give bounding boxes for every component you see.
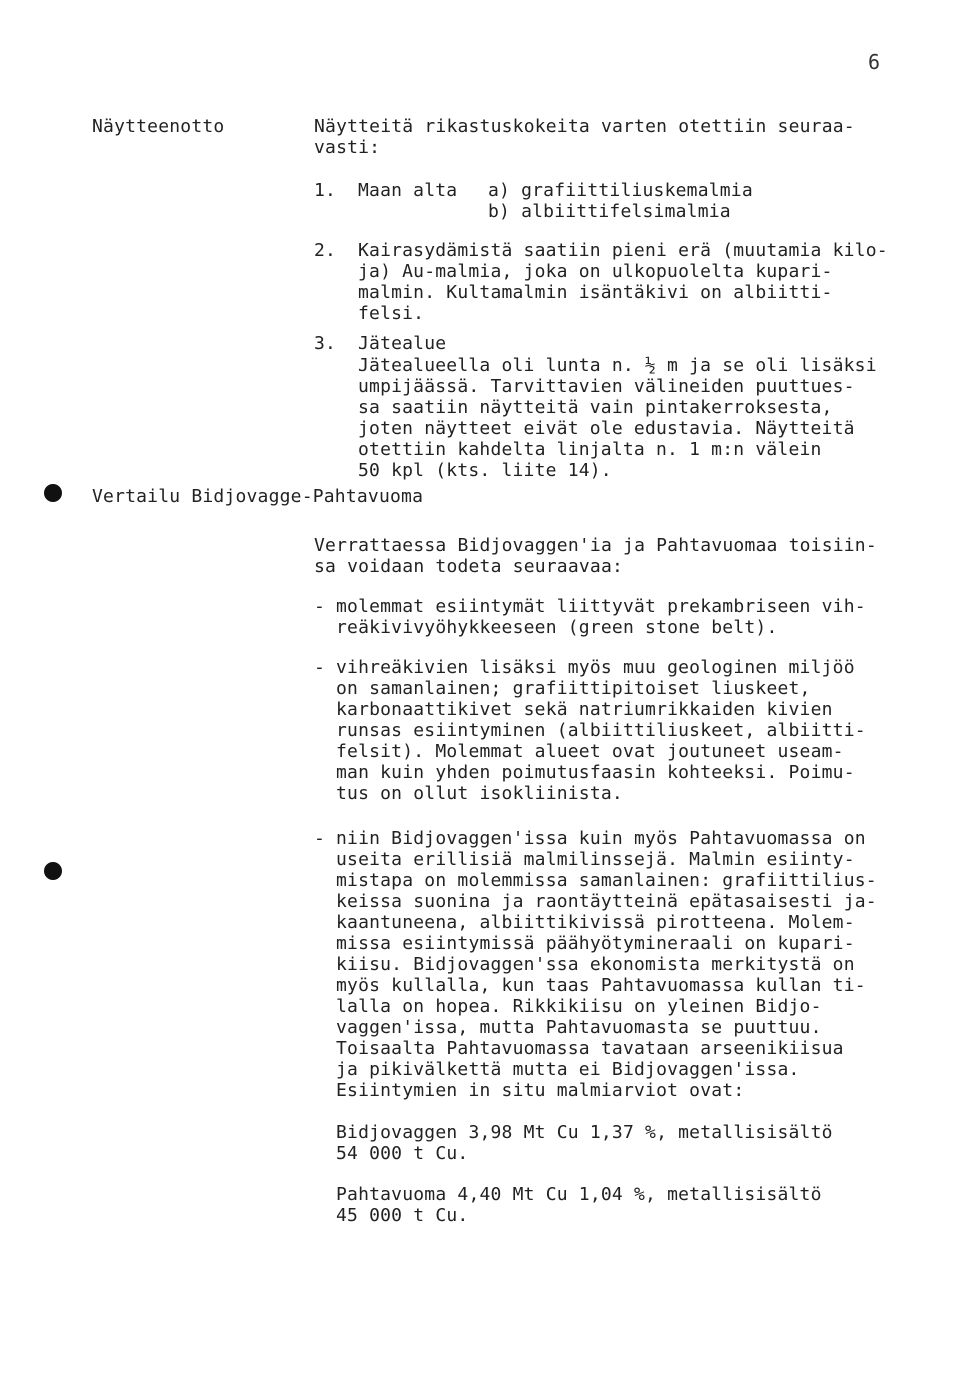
bullet-line: reäkivivyöhykkeeseen (green stone belt).	[336, 617, 778, 638]
estimate-line: Bidjovaggen 3,98 Mt Cu 1,37 %, metallisisältö	[336, 1122, 833, 1143]
item-number: 1.	[314, 180, 337, 201]
item2-line: Kairasydämistä saatiin pieni erä (muutamia kilo-	[358, 240, 888, 261]
punch-hole	[44, 484, 62, 502]
item1-label: Maan alta	[358, 180, 458, 201]
item2-line: malmin. Kultamalmin isäntäkivi on albiitti-	[358, 282, 833, 303]
bullet-line: karbonaattikivet sekä natriumrikkaiden kivien	[336, 699, 833, 720]
bullet-line: runsas esiintyminen (albiittiliuskeet, albiitti-	[336, 720, 866, 741]
bullet-line: on samanlainen; grafiittipitoiset liuskeet,	[336, 678, 811, 699]
bullet-marker: -	[314, 828, 326, 849]
bullet-line: felsit). Molemmat alueet ovat joutuneet useam-	[336, 741, 844, 762]
bullet-line: myös kullalla, kun taas Pahtavuomassa kullan ti-	[336, 975, 866, 996]
bullet-line: vihreäkivien lisäksi myös muu geologinen miljöö	[336, 657, 855, 678]
item3-line: 50 kpl (kts. liite 14).	[358, 460, 612, 481]
bullet-line: kiisu. Bidjovaggen'ssa ekonomista merkitystä on	[336, 954, 855, 975]
bullet-line: molemmat esiintymät liittyvät prekambriseen vih-	[336, 596, 866, 617]
item3-line: joten näytteet eivät ole edustavia. Näytteitä	[358, 418, 855, 439]
side-heading-sampling: Näytteenotto	[92, 116, 225, 137]
bullet-line: kaantuneena, albiittikivissä pirotteena. Molem-	[336, 912, 855, 933]
punch-hole	[44, 862, 62, 880]
page-number: 6	[868, 50, 881, 74]
bullet-line: mistapa on molemmissa samanlainen: grafiittilius-	[336, 870, 877, 891]
comparison-intro-line: Verrattaessa Bidjovaggen'ia ja Pahtavuomaa toisiin-	[314, 535, 877, 556]
bullet-marker: -	[314, 657, 326, 678]
item2-line: felsi.	[358, 303, 425, 324]
bullet-line: useita erillisiä malmilinssejä. Malmin esiinty-	[336, 849, 855, 870]
sampling-intro-line: Näytteitä rikastuskokeita varten otettiin seuraa-	[314, 116, 855, 137]
bullet-line: Esiintymien in situ malmiarviot ovat:	[336, 1080, 745, 1101]
bullet-line: niin Bidjovaggen'issa kuin myös Pahtavuomassa on	[336, 828, 866, 849]
bullet-line: vaggen'issa, mutta Pahtavuomasta se puuttuu.	[336, 1017, 822, 1038]
item3-line: umpijäässä. Tarvittavien välineiden puuttues-	[358, 376, 855, 397]
bullet-line: Toisaalta Pahtavuomassa tavataan arseenikiisua	[336, 1038, 844, 1059]
sampling-intro-line: vasti:	[314, 137, 381, 158]
item-number: 2.	[314, 240, 337, 261]
bullet-line: missa esiintymissä päähyötymineraali on kupari-	[336, 933, 855, 954]
bullet-line: keissa suonina ja raontäytteinä epätasaisesti ja-	[336, 891, 877, 912]
side-heading-comparison: Vertailu Bidjovagge-Pahtavuoma	[92, 486, 424, 507]
bullet-line: ja pikivälkettä mutta ei Bidjovaggen'issa.	[336, 1059, 800, 1080]
item3-line: Jätealueella oli lunta n. ½ m ja se oli lisäksi	[358, 355, 877, 376]
item-number: 3.	[314, 333, 337, 354]
estimate-line: 45 000 t Cu.	[336, 1205, 469, 1226]
bullet-line: lalla on hopea. Rikkikiisu on yleinen Bidjo-	[336, 996, 822, 1017]
bullet-marker: -	[314, 596, 326, 617]
estimate-line: Pahtavuoma 4,40 Mt Cu 1,04 %, metallisisältö	[336, 1184, 822, 1205]
bullet-line: man kuin yhden poimutusfaasin kohteeksi. Poimu-	[336, 762, 855, 783]
item1-sub-a: a) grafiittiliuskemalmia	[488, 180, 753, 201]
bullet-line: tus on ollut isokliinista.	[336, 783, 623, 804]
comparison-intro-line: sa voidaan todeta seuraavaa:	[314, 556, 624, 577]
item3-line: otettiin kahdelta linjalta n. 1 m:n välein	[358, 439, 822, 460]
item2-line: ja) Au-malmia, joka on ulkopuolelta kupari-	[358, 261, 833, 282]
item1-sub-b: b) albiittifelsimalmia	[488, 201, 731, 222]
item3-title: Jätealue	[358, 333, 447, 354]
estimate-line: 54 000 t Cu.	[336, 1143, 469, 1164]
item3-line: sa saatiin näytteitä vain pintakerroksesta,	[358, 397, 833, 418]
